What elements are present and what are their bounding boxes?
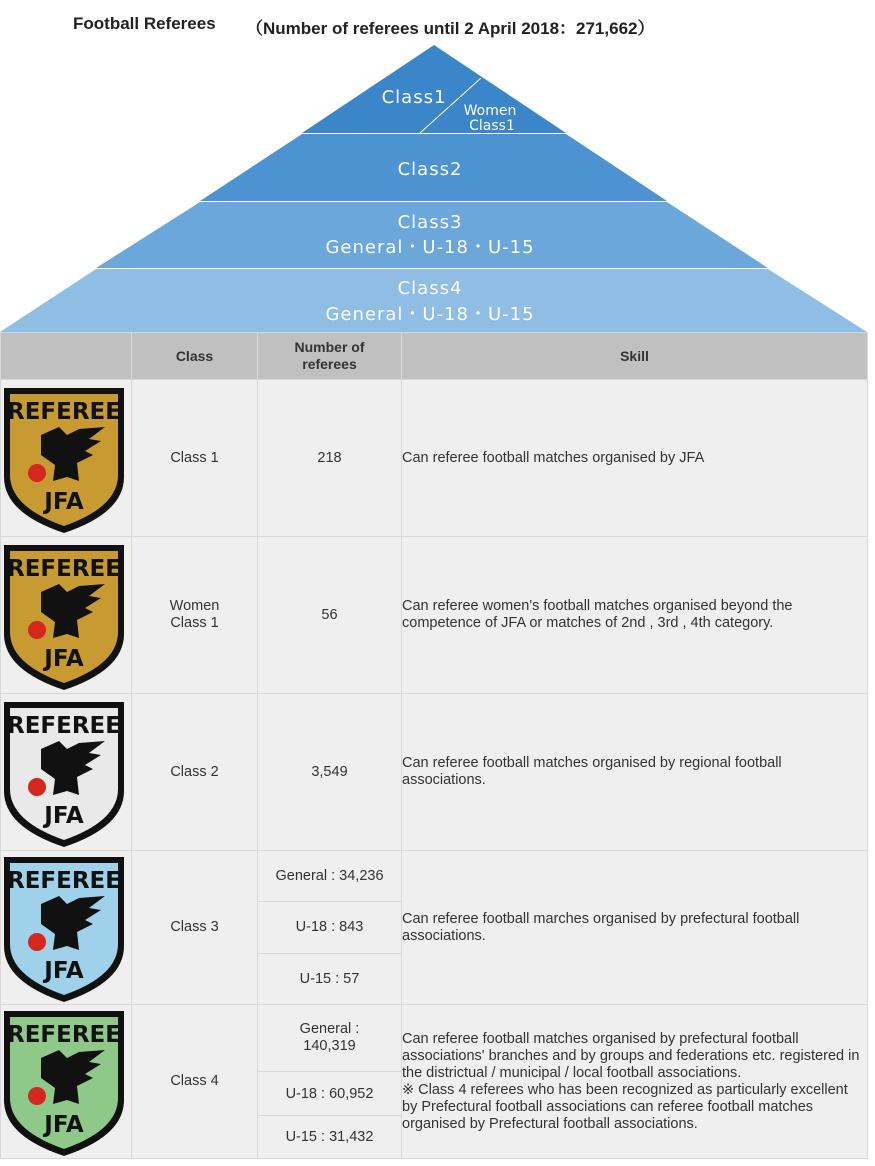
header-skill: Skill [402,333,868,380]
badge-text-top: REFEREE [7,555,121,582]
badge-text-bottom: JFA [44,488,84,515]
table-row [1,537,868,694]
pyramid-tier-3-line2: General・U-18・U-15 [325,237,535,258]
header-badge [1,333,132,380]
number-cell: U-18 : 843 [258,902,402,953]
page-title-row [73,12,873,36]
class-label: Class 2 [170,763,219,780]
referee-badge-icon [1,699,127,849]
badge-text-bottom: JFA [44,958,84,984]
pyramid-tier-1-women-line1: Women [463,103,517,119]
number-cell: U-15 : 57 [258,953,402,1004]
pyramid-tier-3-line1: Class3 [397,212,463,233]
class-label: Class 1 [170,449,219,466]
header-number [258,333,402,380]
badge-text-bottom: JFA [44,1112,84,1138]
pyramid-tier-1-women-line2: Class1 [469,118,515,134]
class-cell [132,537,258,694]
number-cell: 3,549 [258,694,402,851]
skill-cell: Can referee football matches organised by JFA [402,380,868,537]
skill-cell: Can referee football matches organised by regional football associations. [402,694,868,851]
badge-cell [1,380,132,537]
referee-pyramid [0,40,875,332]
page-subtitle: （Number of referees until 2 April 2018：271,662） [246,19,655,38]
referee-badge-icon [1,385,127,535]
pyramid-tier-1-label: Class1 [381,87,447,108]
table-row [1,1005,868,1072]
badge-cell [1,1005,132,1159]
badge-text-top: REFEREE [7,398,121,425]
class-label: Women Class 1 [169,598,220,631]
skill-text: Can referee football matches organised by prefectural football associations' branches and by groups and federations etc. registered in the districtual / municipal / local football associations. ※ Class 4 referees who has been recognized as particularly excellent by Prefectural football associations can referee football matches organised by Prefectural football associations. [402,1030,860,1132]
referee-badge-icon [1,1008,127,1158]
table-header-row [1,333,868,380]
referee-badge-icon [1,854,127,1004]
referee-badge-icon [1,542,127,692]
badge-cell [1,694,132,851]
badge-text-top: REFEREE [7,1022,121,1048]
table-row [1,851,868,902]
class-cell [132,1005,258,1159]
number-value: General : 140,319 [299,1021,360,1055]
class-cell [132,380,258,537]
number-cell: U-15 : 31,432 [258,1115,402,1158]
number-cell: 218 [258,380,402,537]
pyramid-tier-4-line2: General・U-18・U-15 [325,304,535,325]
badge-cell [1,537,132,694]
number-cell: General : 34,236 [258,851,402,902]
class-label: Class 3 [170,919,219,935]
badge-text-bottom: JFA [44,802,84,829]
page-title: Football Referees [73,14,216,33]
number-cell: U-18 : 60,952 [258,1072,402,1115]
class-label: Class 4 [170,1073,219,1089]
number-cell: 56 [258,537,402,694]
header-number-label: Number of referees [294,339,365,372]
header-class: Class [132,333,258,380]
skill-cell: Can referee women's football matches organised beyond the competence of JFA or matches of 2nd , 3rd , 4th category. [402,537,868,694]
badge-text-top: REFEREE [7,712,121,739]
class-cell [132,694,258,851]
class-cell [132,851,258,1005]
skill-cell: Can referee football marches organised by prefectural football associations. [402,851,868,1005]
pyramid-tier-2-label: Class2 [397,159,463,180]
badge-text-top: REFEREE [7,868,121,894]
skill-cell [402,1005,868,1159]
table-row [1,694,868,851]
badge-text-bottom: JFA [44,645,84,672]
badge-cell [1,851,132,1005]
table-row [1,380,868,537]
pyramid-tier-4-line1: Class4 [397,278,463,299]
number-cell [258,1005,402,1072]
referee-table [0,332,868,1159]
